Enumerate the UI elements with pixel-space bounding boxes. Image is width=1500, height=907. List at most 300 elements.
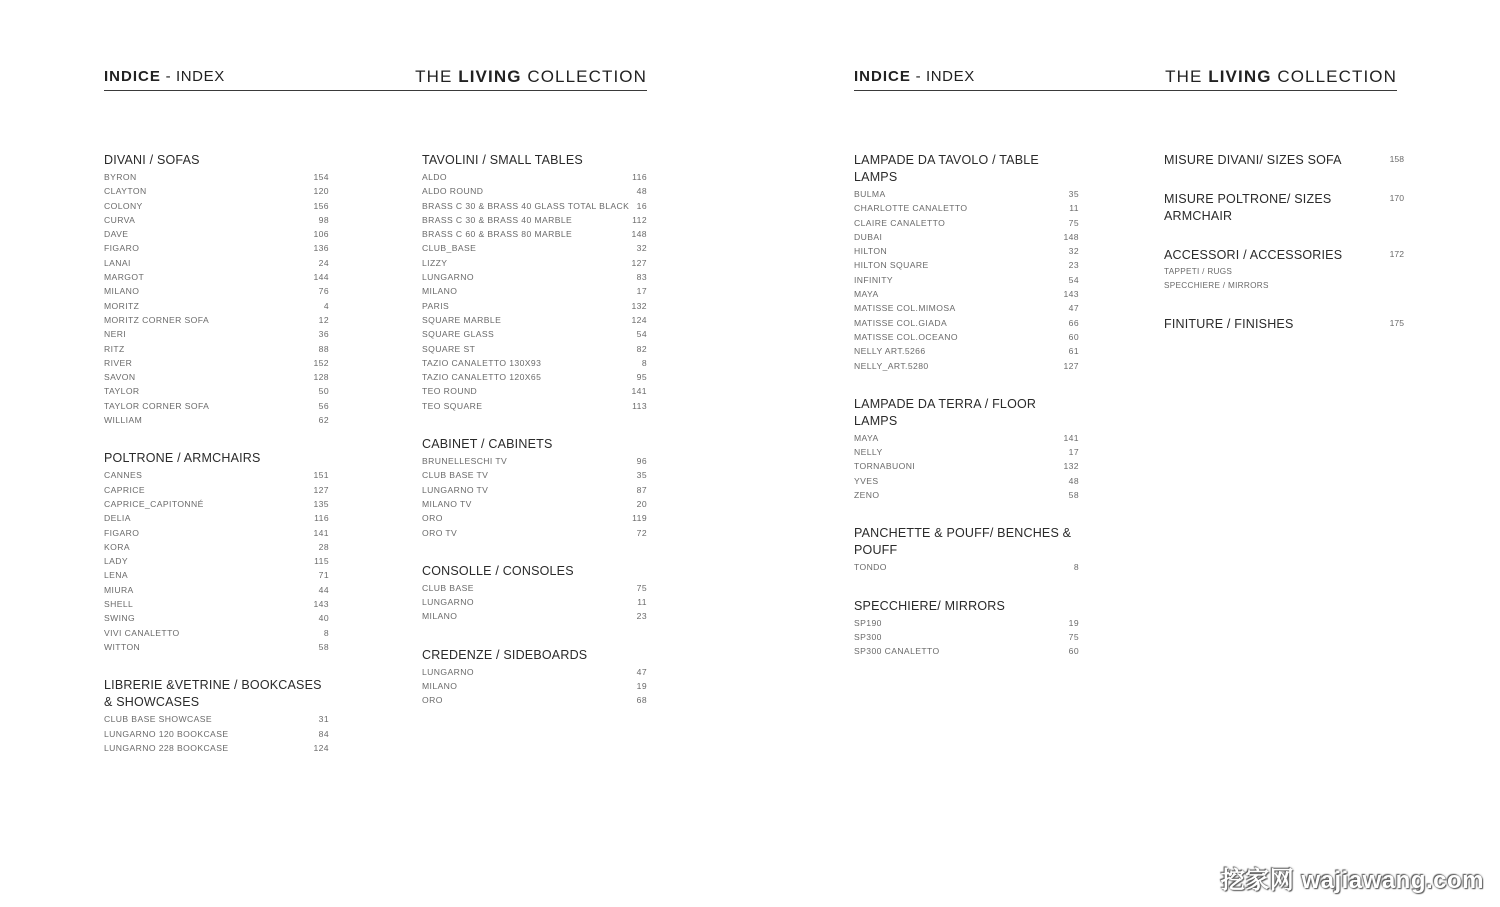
entry-page-number: 48 [1068,475,1079,486]
index-entry[interactable] [104,712,329,726]
index-entry[interactable] [422,213,647,227]
entry-page-number: 36 [318,329,329,340]
entry-page-number: 54 [636,329,647,340]
index-entry[interactable] [422,284,647,298]
entry-name: CANNES [104,470,143,481]
entry-name: LUNGARNO 120 BOOKCASE [104,728,229,739]
entry-page-number: 87 [636,484,647,495]
entry-page-number: 144 [313,272,329,283]
entry-page-number: 12 [318,314,329,325]
index-entry[interactable] [104,241,329,255]
index-column [422,152,647,731]
entry-name: LIZZY [422,257,448,268]
index-entry[interactable] [104,199,329,213]
index-section [854,598,1079,659]
index-entry[interactable] [854,359,1079,373]
index-entry[interactable] [104,313,329,327]
entry-name: CAPRICE [104,484,146,495]
entry-name: BRASS C 60 & BRASS 80 MARBLE [422,229,573,240]
section-title: LIBRERIE &VETRINE / BOOKCASES & SHOWCASES [104,678,322,710]
entry-page-number: 11 [637,597,647,608]
index-entry[interactable] [104,583,329,597]
entry-name: MATISSE COL.MIMOSA [854,303,956,314]
entry-page-number: 132 [1063,461,1079,472]
section-title: CABINET / CABINETS [422,437,553,452]
entry-page-number: 23 [636,611,647,622]
entry-page-number: 98 [318,214,329,225]
entry-name: CURVA [104,214,136,225]
index-section [104,450,329,654]
entry-name: LUNGARNO [422,666,474,677]
entry-page-number: 141 [313,527,329,538]
entry-name: TAZIO CANALETTO 130X93 [422,357,542,368]
section-page-number: 175 [1389,317,1404,328]
entry-name: MATISSE COL.OCEANO [854,331,958,342]
entry-name: LADY [104,556,129,567]
index-section [422,647,647,708]
entry-name: CLAYTON [104,186,147,197]
section-title: ACCESSORI / ACCESSORIES [1164,248,1343,262]
entry-name: BRASS C 30 & BRASS 40 MARBLE [422,214,573,225]
entry-page-number: 115 [314,556,329,567]
index-entry[interactable] [104,284,329,298]
entry-page-number: 60 [1068,646,1079,657]
watermark: 挖家网 wajiawang.com [1220,867,1484,894]
entry-page-number: 127 [1063,360,1079,371]
section-title: MISURE DIVANI/ SIZES SOFA [1164,153,1342,167]
index-section[interactable] [1164,152,1404,169]
index-entry[interactable] [104,270,329,284]
index-entry[interactable] [854,630,1079,644]
entry-name: MILANO [422,286,458,297]
entry-name: BRUNELLESCHI TV [422,456,508,467]
entry-name: MILANO [422,681,458,692]
entry-page-number: 31 [318,714,329,725]
entry-page-number: 113 [632,400,647,411]
sub-entry: TAPPETI / RUGS [1164,267,1233,276]
entry-page-number: 116 [632,172,647,182]
index-entry[interactable] [854,459,1079,473]
entry-name: COLONY [104,200,143,211]
entry-page-number: 32 [1068,246,1079,257]
index-entry[interactable] [104,497,329,511]
entry-page-number: 54 [1068,274,1079,285]
entry-name: INFINITY [854,274,894,285]
index-entry[interactable] [104,611,329,625]
index-entry[interactable] [104,256,329,270]
entry-page-number: 148 [1063,231,1079,242]
index-entry[interactable] [422,199,647,213]
section-title: LAMPADE DA TERRA / FLOOR LAMPS [854,396,1037,428]
index-column [854,152,1079,682]
section-page-number: 172 [1389,249,1404,259]
entry-page-number: 28 [318,541,329,552]
index-entry[interactable] [104,468,329,482]
entry-name: TAZIO CANALETTO 120X65 [422,372,542,383]
entry-page-number: 84 [318,728,329,739]
index-entry[interactable] [854,273,1079,287]
entry-page-number: 17 [636,286,647,297]
entry-page-number: 16 [636,200,647,211]
page-header [854,68,1397,91]
index-entry[interactable] [104,597,329,611]
entry-page-number: 62 [318,415,329,426]
entry-name: CLUB BASE [422,582,474,593]
entry-name: WITTON [104,641,141,652]
entry-name: FIGARO [104,527,140,538]
index-heading: INDICE - INDEX [854,68,975,85]
entry-page-number: 20 [636,498,647,509]
index-entry[interactable] [104,640,329,654]
index-section[interactable] [1164,191,1404,225]
index-entry[interactable] [422,327,647,341]
entry-name: BRASS C 30 & BRASS 40 GLASS TOTAL BLACK [422,200,630,211]
entry-name: RITZ [104,343,125,354]
entry-name: SP300 [854,631,882,642]
entry-page-number: 124 [631,314,647,325]
entry-name: MARGOT [104,272,145,283]
entry-name: SHELL [104,599,134,610]
entry-page-number: 19 [1068,617,1079,628]
entry-name: CLUB BASE TV [422,470,489,481]
entry-page-number: 47 [1068,303,1079,314]
entry-name: LENA [104,570,129,581]
index-entry[interactable] [422,595,647,609]
index-entry[interactable] [422,241,647,255]
entry-name: SP190 [854,617,882,628]
entry-name: BULMA [854,189,886,199]
entry-page-number: 148 [631,229,647,240]
section-title: TAVOLINI / SMALL TABLES [422,153,583,167]
index-entry[interactable] [104,526,329,540]
entry-page-number: 124 [313,742,329,753]
index-entry[interactable] [422,609,647,623]
index-entry[interactable] [422,342,647,356]
entry-name: MORITZ [104,300,140,311]
entry-page-number: 95 [636,372,647,383]
entry-name: RIVER [104,357,133,368]
entry-name: MILANO [104,286,140,297]
index-entry[interactable] [104,568,329,582]
index-entry[interactable] [422,370,647,384]
index-entry[interactable] [422,356,647,370]
index-section [104,152,329,427]
index-entry[interactable] [854,201,1079,215]
entry-page-number: 143 [313,599,329,610]
index-entry[interactable] [104,327,329,341]
entry-page-number: 141 [1063,432,1079,443]
section-title: CREDENZE / SIDEBOARDS [422,647,588,662]
index-entry[interactable] [104,540,329,554]
index-entry[interactable] [104,184,329,198]
entry-name: MIURA [104,584,134,595]
index-entry[interactable] [422,313,647,327]
entry-page-number: 127 [631,257,647,268]
index-entry[interactable] [422,497,647,511]
entry-name: LUNGARNO [422,597,474,608]
index-entry[interactable] [422,468,647,482]
entry-page-number: 44 [318,584,329,595]
index-entry[interactable] [854,301,1079,315]
entry-page-number: 35 [1068,189,1079,199]
index-entry[interactable] [104,356,329,370]
index-entry[interactable] [854,616,1079,630]
entry-page-number: 83 [636,272,647,283]
entry-page-number: 58 [1068,490,1079,501]
index-entry[interactable] [854,330,1079,344]
index-entry[interactable] [104,413,329,427]
entry-name: ORO [422,695,443,706]
entry-name: BYRON [104,172,137,182]
entry-page-number: 71 [318,570,329,581]
entry-name: ORO [422,513,443,524]
entry-page-number: 119 [632,513,647,524]
entry-name: CLAIRE CANALETTO [854,217,946,228]
entry-name: TAYLOR CORNER SOFA [104,400,210,411]
index-section [422,152,647,413]
index-column [1164,152,1404,355]
index-entry[interactable] [854,258,1079,272]
entry-name: LUNGARNO 228 BOOKCASE [104,742,229,753]
entry-name: FIGARO [104,243,140,254]
index-entry[interactable] [854,344,1079,358]
index-entry[interactable] [854,216,1079,230]
index-entry[interactable] [422,693,647,707]
entry-page-number: 50 [318,386,329,397]
entry-page-number: 61 [1068,346,1079,357]
index-column [104,152,329,778]
entry-name: MAYA [854,289,879,300]
entry-name: NERI [104,329,127,340]
index-entry[interactable] [104,511,329,525]
index-entry[interactable] [104,384,329,398]
index-entry[interactable] [104,299,329,313]
index-entry[interactable] [422,454,647,468]
index-entry[interactable] [104,554,329,568]
index-section [854,396,1079,502]
entry-page-number: 68 [636,695,647,706]
index-entry[interactable] [104,170,329,184]
entry-page-number: 152 [313,357,329,368]
entry-name: SWING [104,613,136,624]
index-entry[interactable] [422,227,647,241]
entry-page-number: 82 [636,343,647,354]
entry-page-number: 136 [313,243,329,254]
entry-page-number: 75 [1068,631,1079,642]
index-entry[interactable] [422,665,647,679]
entry-page-number: 8 [641,357,647,368]
entry-name: SQUARE ST [422,343,476,354]
entry-page-number: 56 [318,400,329,411]
entry-name: ALDO [422,172,448,182]
index-section [104,677,329,755]
index-entry[interactable] [422,184,647,198]
index-entry[interactable] [104,227,329,241]
index-section [854,525,1079,574]
section-page-number: 158 [1389,154,1404,164]
index-heading: INDICE - INDEX [104,68,225,85]
index-entry[interactable] [104,342,329,356]
entry-page-number: 19 [636,681,647,692]
entry-name: CLUB_BASE [422,243,477,254]
entry-name: LUNGARNO [422,272,474,283]
section-title: SPECCHIERE/ MIRRORS [854,598,1006,613]
entry-page-number: 24 [318,257,329,268]
index-entry[interactable] [854,488,1079,502]
entry-page-number: 60 [1068,331,1079,342]
index-entry[interactable] [422,299,647,313]
entry-page-number: 35 [636,470,647,481]
entry-page-number: 66 [1068,317,1079,328]
section-title: CONSOLLE / CONSOLES [422,563,574,578]
index-entry[interactable] [854,431,1079,445]
entry-name: DAVE [104,229,129,240]
sub-entry: SPECCHIERE / MIRRORS [1164,281,1269,291]
entry-page-number: 151 [313,470,329,481]
index-entry[interactable] [104,626,329,640]
entry-name: MAYA [854,432,879,443]
index-entry[interactable] [854,316,1079,330]
entry-name: HILTON SQUARE [854,260,929,271]
entry-name: DELIA [104,513,131,524]
entry-page-number: 141 [631,386,647,397]
index-entry[interactable] [854,560,1079,574]
entry-page-number: 47 [636,666,647,677]
index-entry[interactable] [422,270,647,284]
collection-title: THE LIVING COLLECTION [415,67,647,86]
collection-title: THE LIVING COLLECTION [1165,67,1397,86]
entry-page-number: 128 [313,372,329,383]
right-page [750,0,1500,907]
entry-page-number: 88 [318,343,329,354]
index-entry[interactable] [422,483,647,497]
index-entry[interactable] [104,370,329,384]
entry-name: MILANO [422,611,458,622]
entry-name: ZENO [854,490,880,501]
index-entry[interactable] [422,170,647,184]
index-entry[interactable] [104,399,329,413]
entry-name: TAYLOR [104,386,140,397]
index-section [854,152,1079,373]
entry-page-number: 112 [632,214,647,225]
section-title: MISURE POLTRONE/ SIZES ARMCHAIR [1164,192,1332,223]
entry-page-number: 75 [1068,217,1079,228]
entry-name: HILTON [854,246,888,257]
section-title: POLTRONE / ARMCHAIRS [104,451,261,466]
entry-page-number: 72 [636,527,647,538]
entry-page-number: 58 [318,641,329,652]
entry-name: LUNGARNO TV [422,484,489,495]
entry-name: TORNABUONI [854,461,916,472]
entry-page-number: 154 [313,172,329,182]
section-page-number: 170 [1389,193,1404,203]
page-header [104,68,647,91]
index-section[interactable] [1164,316,1404,333]
index-entry[interactable] [104,213,329,227]
entry-page-number: 40 [318,613,329,624]
entry-name: KORA [104,541,130,552]
index-entry[interactable] [422,256,647,270]
entry-name: NELLY [854,447,883,458]
entry-name: MORITZ CORNER SOFA [104,314,210,325]
entry-page-number: 135 [313,498,329,509]
entry-page-number: 32 [636,243,647,254]
section-title: LAMPADE DA TAVOLO / TABLE LAMPS [854,153,1039,184]
entry-page-number: 8 [323,627,329,638]
index-entry[interactable] [854,474,1079,488]
index-entry[interactable] [854,287,1079,301]
index-entry[interactable] [422,679,647,693]
entry-page-number: 23 [1068,260,1079,271]
index-entry[interactable] [104,727,329,741]
entry-page-number: 48 [636,186,647,197]
entry-name: VIVI CANALETTO [104,627,180,638]
entry-page-number: 127 [313,484,329,495]
entry-page-number: 132 [631,300,647,311]
index-entry[interactable] [854,230,1079,244]
index-entry[interactable] [422,526,647,540]
entry-name: LANAI [104,257,131,268]
entry-name: CAPRICE_CAPITONNÉ [104,498,204,509]
entry-name: CHARLOTTE CANALETTO [854,203,968,214]
index-entry[interactable] [422,399,647,413]
index-entry[interactable] [104,741,329,755]
entry-page-number: 143 [1063,289,1079,300]
index-entry[interactable] [854,244,1079,258]
entry-page-number: 75 [636,582,647,593]
entry-page-number: 116 [314,513,329,524]
section-title: DIVANI / SOFAS [104,153,200,167]
entry-name: DUBAI [854,231,883,242]
entry-name: MATISSE COL.GIADA [854,317,948,328]
entry-page-number: 11 [1069,203,1079,214]
entry-page-number: 76 [318,286,329,297]
entry-page-number: 17 [1068,447,1079,458]
index-entry[interactable] [854,644,1079,658]
index-entry[interactable] [104,483,329,497]
index-entry[interactable] [422,511,647,525]
section-title: PANCHETTE & POUFF/ BENCHES & POUFF [854,526,1072,558]
index-entry[interactable] [854,187,1079,201]
entry-name: SQUARE GLASS [422,329,495,340]
entry-name: NELLY ART.5266 [854,346,926,357]
entry-page-number: 120 [313,186,329,197]
entry-page-number: 8 [1073,562,1079,573]
index-section[interactable] [1164,247,1404,294]
entry-name: YVES [854,475,879,486]
index-entry[interactable] [422,384,647,398]
entry-page-number: 156 [313,200,329,211]
entry-name: MILANO TV [422,498,472,509]
entry-name: ORO TV [422,527,458,538]
entry-name: SP300 CANALETTO [854,646,940,657]
entry-name: CLUB BASE SHOWCASE [104,714,212,725]
index-entry[interactable] [854,445,1079,459]
index-section [422,436,647,540]
entry-page-number: 4 [323,300,329,311]
entry-name: TEO SQUARE [422,400,483,411]
index-entry[interactable] [422,581,647,595]
entry-name: WILLIAM [104,415,143,426]
entry-name: TEO ROUND [422,386,478,397]
entry-name: ALDO ROUND [422,186,484,197]
index-section [422,563,647,624]
entry-name: PARIS [422,300,450,311]
entry-name: SQUARE MARBLE [422,314,502,325]
entry-name: TONDO [854,562,887,573]
entry-name: SAVON [104,372,136,383]
entry-name: NELLY_ART.5280 [854,360,929,371]
